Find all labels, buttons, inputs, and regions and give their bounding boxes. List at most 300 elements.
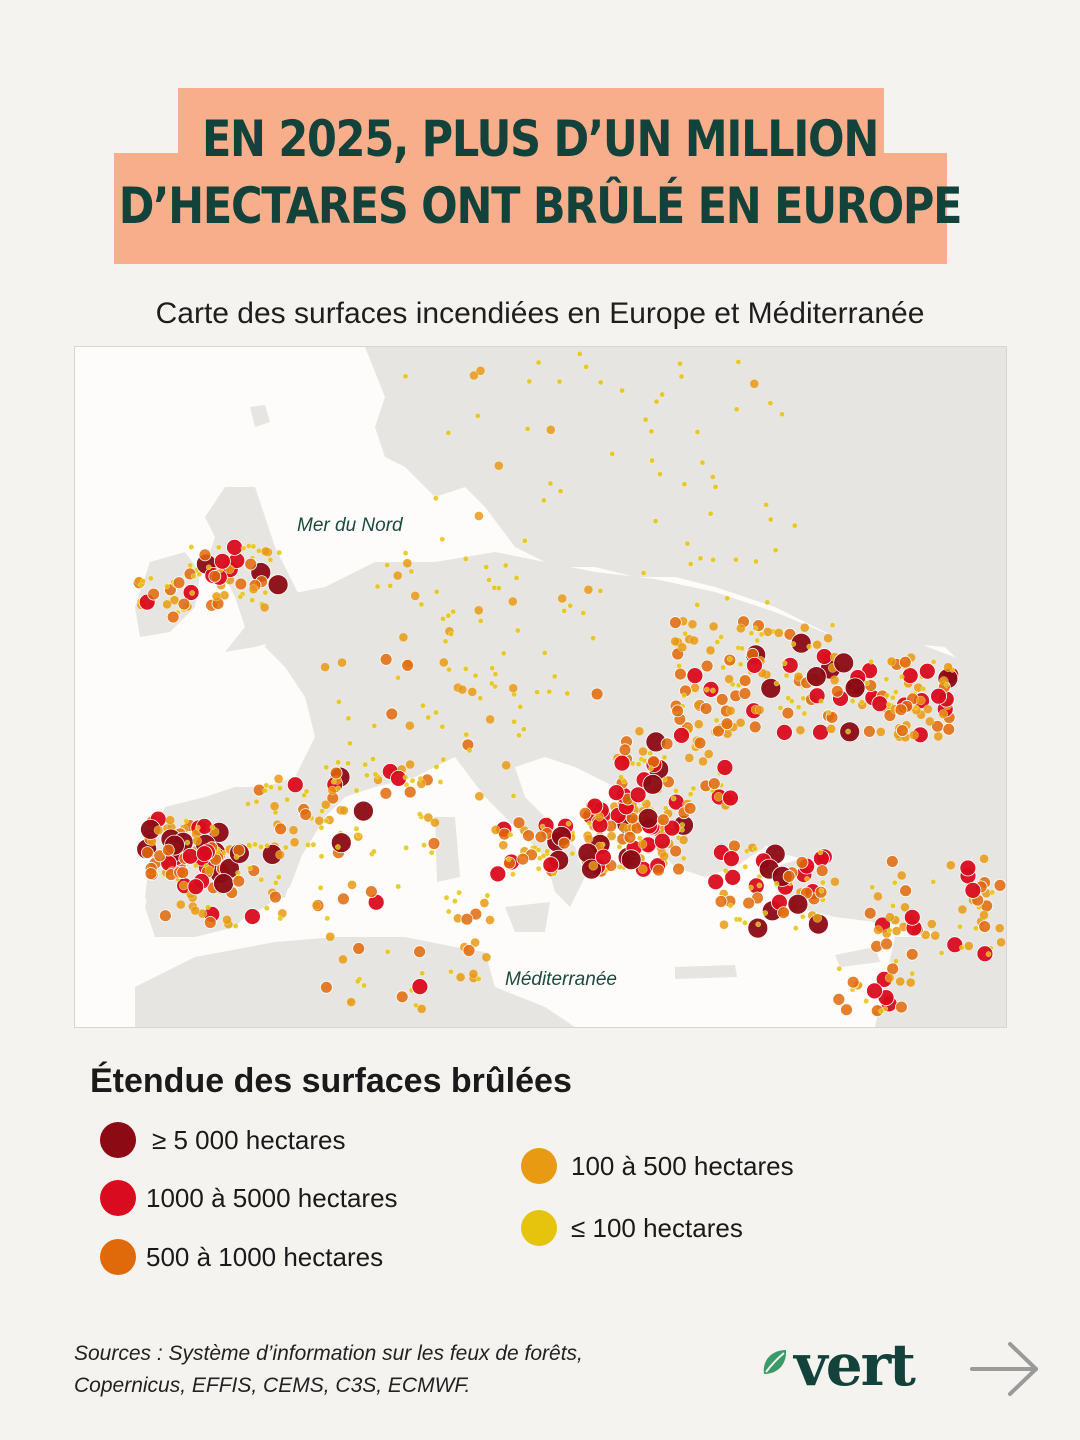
- fire-dot: [934, 732, 943, 741]
- fire-dot: [493, 672, 498, 677]
- fire-dot: [649, 429, 654, 434]
- fire-dot: [566, 821, 571, 826]
- fire-dot: [540, 824, 545, 829]
- fire-dot: [214, 553, 230, 569]
- fire-dot: [893, 959, 898, 964]
- fire-dot: [721, 718, 733, 730]
- fire-dot: [778, 705, 783, 710]
- fire-dot: [730, 682, 735, 687]
- fire-dot: [463, 556, 468, 561]
- fire-dot: [372, 723, 377, 728]
- fire-dot: [694, 737, 706, 749]
- fire-dot: [886, 702, 891, 707]
- fire-dot: [688, 792, 693, 797]
- fire-dot: [336, 699, 341, 704]
- fire-dot: [584, 585, 593, 594]
- map-canvas: [75, 347, 1006, 1027]
- fire-dot: [269, 891, 281, 903]
- fire-dot: [484, 564, 489, 569]
- fire-dot: [757, 883, 762, 888]
- fire-dot: [536, 866, 541, 871]
- fire-dot: [796, 726, 805, 735]
- fire-dot: [619, 823, 628, 832]
- fire-dot: [990, 890, 995, 895]
- fire-dot: [925, 717, 934, 726]
- fire-dot: [522, 538, 527, 543]
- fire-dot: [674, 668, 686, 680]
- fire-dot: [518, 704, 523, 709]
- fire-dot: [725, 596, 730, 601]
- fire-dot: [944, 682, 949, 687]
- fire-dot: [847, 976, 859, 988]
- fire-dot: [737, 917, 742, 922]
- fire-dot: [182, 848, 198, 864]
- fire-dot: [482, 953, 491, 962]
- fire-dot: [876, 727, 885, 736]
- fire-dot: [807, 644, 812, 649]
- fire-dot: [205, 905, 210, 910]
- vert-logo[interactable]: [760, 1330, 914, 1400]
- fire-dot: [637, 836, 642, 841]
- fire-dot: [884, 677, 889, 682]
- fire-dot: [489, 681, 494, 686]
- fire-dot: [179, 881, 188, 890]
- fire-dot: [404, 786, 416, 798]
- fire-dot: [335, 844, 340, 849]
- fire-dot: [931, 659, 936, 664]
- fire-dot: [404, 845, 409, 850]
- fire-dot: [331, 779, 336, 784]
- fire-dot: [681, 693, 686, 698]
- fire-dot: [885, 693, 890, 698]
- fire-dot: [245, 558, 257, 570]
- fire-dot: [906, 948, 918, 960]
- fire-dot: [541, 853, 546, 858]
- fire-dot: [330, 767, 342, 779]
- fire-dot: [964, 942, 973, 951]
- fire-dot: [672, 705, 684, 717]
- fire-dot: [431, 818, 440, 827]
- fire-dot: [859, 699, 864, 704]
- fire-dot: [346, 716, 351, 721]
- fire-dot: [304, 789, 309, 794]
- fire-dot: [375, 584, 380, 589]
- fire-dot: [913, 705, 918, 710]
- fire-dot: [305, 842, 310, 847]
- fire-dot: [212, 592, 221, 601]
- legend-item-5000-plus: [100, 1122, 346, 1158]
- fire-dot: [619, 744, 631, 756]
- fire-dot: [258, 844, 263, 849]
- fire-dot: [320, 981, 332, 993]
- fire-dot: [547, 689, 552, 694]
- fire-dot: [355, 979, 360, 984]
- fire-dot: [193, 836, 202, 845]
- fire-dot: [178, 598, 190, 610]
- fire-dot: [196, 846, 212, 862]
- land-crete: [675, 965, 737, 979]
- fire-dot: [869, 659, 874, 664]
- fire-dot: [816, 865, 828, 877]
- fire-dot: [402, 659, 414, 671]
- fire-dot: [464, 732, 469, 737]
- fire-dot: [486, 577, 491, 582]
- fire-dot: [331, 833, 351, 853]
- fire-dot: [403, 775, 408, 780]
- fire-dot: [958, 905, 967, 914]
- fire-dot: [788, 894, 808, 914]
- fire-dot: [617, 844, 622, 849]
- fire-dot: [980, 911, 989, 920]
- fire-dot: [263, 590, 268, 595]
- fire-dot: [589, 861, 598, 870]
- fire-dot: [679, 374, 684, 379]
- fire-dot: [363, 762, 368, 767]
- fire-dot: [364, 773, 369, 778]
- fire-dot: [418, 776, 423, 781]
- fire-dot: [354, 826, 359, 831]
- fire-dot: [278, 916, 283, 921]
- north-sea-label: Mer du Nord: [297, 515, 403, 536]
- fire-dot: [199, 549, 211, 561]
- fire-dot: [419, 602, 424, 607]
- fire-dot: [837, 966, 842, 971]
- fire-dot: [946, 861, 955, 870]
- fire-dot: [755, 706, 764, 715]
- fire-dot: [706, 646, 715, 655]
- sources-line-2: Copernicus, EFFIS, CEMS, C3S, ECMWF.: [74, 1374, 471, 1397]
- fire-dot: [456, 973, 465, 982]
- fire-dot: [252, 842, 257, 847]
- fire-dot: [764, 502, 769, 507]
- fire-dot: [622, 779, 627, 784]
- fire-dot: [324, 765, 329, 770]
- fire-dot: [673, 863, 685, 875]
- fire-dot: [478, 696, 483, 701]
- fire-dot: [738, 662, 743, 667]
- fire-dot: [191, 574, 196, 579]
- legend-dot-5000-plus: [100, 1122, 136, 1158]
- fire-dot: [641, 570, 646, 575]
- fire-dot: [558, 489, 563, 494]
- fire-dot: [159, 910, 171, 922]
- fire-dot: [204, 917, 216, 929]
- fire-dot: [188, 563, 193, 568]
- fire-dot: [654, 833, 670, 849]
- fire-dot: [545, 849, 550, 854]
- fire-dot: [657, 814, 669, 826]
- fire-dot: [173, 577, 185, 589]
- fire-dot: [581, 610, 586, 615]
- legend-label-500-1000: 500 à 1000 hectares: [146, 1241, 384, 1272]
- fire-dot: [782, 661, 787, 666]
- fire-dot: [458, 685, 467, 694]
- fire-dot: [677, 361, 682, 366]
- fire-dot: [409, 569, 414, 574]
- fire-dot: [552, 674, 557, 679]
- fire-dot: [892, 927, 901, 936]
- fire-dot: [673, 788, 678, 793]
- fire-dot: [980, 854, 989, 863]
- fire-dot: [145, 868, 157, 880]
- fire-dot: [782, 707, 794, 719]
- fire-dot: [393, 571, 402, 580]
- fire-dot: [557, 379, 562, 384]
- fire-dot: [354, 788, 359, 793]
- fire-dot: [826, 710, 831, 715]
- fire-dot: [457, 890, 462, 895]
- fire-dot: [661, 738, 673, 750]
- fire-dot: [502, 761, 511, 770]
- fire-dot: [620, 388, 625, 393]
- fire-dot: [831, 685, 843, 697]
- fire-dot: [800, 623, 809, 632]
- fire-dot: [881, 938, 893, 950]
- fire-dot: [514, 575, 519, 580]
- fire-dot: [300, 809, 312, 821]
- fire-dot: [346, 761, 351, 766]
- fire-dot: [268, 557, 273, 562]
- fire-dot: [268, 785, 273, 790]
- fire-dot: [618, 775, 623, 780]
- fire-dot: [660, 392, 665, 397]
- fire-dot: [734, 407, 739, 412]
- fire-dot: [210, 825, 215, 830]
- fire-dot: [598, 380, 603, 385]
- fire-dot: [283, 845, 288, 850]
- fire-dot: [660, 852, 669, 861]
- fire-dot: [715, 896, 727, 908]
- fire-dot: [406, 760, 415, 769]
- fire-dot: [410, 778, 415, 783]
- fire-dot: [264, 906, 269, 911]
- fire-dot: [763, 910, 768, 915]
- fire-dot: [290, 838, 299, 847]
- fire-dot: [890, 903, 895, 908]
- fire-dot: [446, 430, 451, 435]
- fire-dot: [233, 923, 238, 928]
- fire-dot: [184, 818, 189, 823]
- fire-dot: [356, 833, 361, 838]
- fire-dot: [439, 658, 448, 667]
- fire-dot: [671, 796, 676, 801]
- fire-dot: [805, 876, 810, 881]
- fire-dot: [141, 578, 146, 583]
- fire-dot: [677, 663, 682, 668]
- fire-dot: [685, 541, 690, 546]
- fire-dot: [525, 426, 530, 431]
- fire-dot: [535, 831, 547, 843]
- fire-dot: [979, 921, 991, 933]
- fire-dot: [694, 720, 703, 729]
- fire-dot: [820, 880, 825, 885]
- fire-dot: [704, 750, 713, 759]
- fire-dot: [403, 551, 408, 556]
- fire-dot: [899, 656, 911, 668]
- arrow-right-icon[interactable]: [968, 1338, 1044, 1400]
- fire-dot: [774, 681, 779, 686]
- fire-dot: [446, 613, 451, 618]
- fire-dot: [778, 907, 790, 919]
- fire-dot: [885, 973, 894, 982]
- fire-dot: [236, 870, 241, 875]
- fire-dot: [568, 603, 573, 608]
- fire-dot: [753, 846, 758, 851]
- fire-dot: [743, 897, 755, 909]
- fire-dot: [753, 626, 758, 631]
- fire-dot: [698, 556, 703, 561]
- fire-dot: [610, 451, 615, 456]
- fire-dot: [422, 843, 427, 848]
- fire-dot: [413, 1003, 418, 1008]
- fire-dot: [662, 777, 667, 782]
- fire-dot: [864, 907, 876, 919]
- fire-dot: [263, 788, 268, 793]
- fire-dot: [886, 856, 898, 868]
- fire-dot: [793, 926, 798, 931]
- fire-dot: [947, 937, 963, 953]
- legend-title: Étendue des surfaces brûlées: [90, 1062, 572, 1100]
- fire-dot: [176, 900, 185, 909]
- fire-dot: [523, 830, 535, 842]
- fire-dot: [736, 359, 741, 364]
- fire-dot: [783, 870, 795, 882]
- fire-dot: [386, 708, 398, 720]
- fire-dot: [748, 918, 768, 938]
- fire-dot: [264, 843, 269, 848]
- fire-dot: [776, 724, 792, 740]
- fire-dot: [227, 539, 243, 555]
- fire-dot: [264, 783, 269, 788]
- fire-dot: [446, 909, 451, 914]
- fire-dot: [287, 777, 303, 793]
- fire-dot: [277, 550, 282, 555]
- fire-dot: [874, 926, 883, 935]
- fire-dot: [801, 696, 806, 701]
- fire-dot: [824, 634, 833, 643]
- fire-dot: [448, 969, 453, 974]
- fire-dot: [499, 841, 508, 850]
- fire-dot: [819, 699, 824, 704]
- legend-item-100-500: [521, 1148, 794, 1184]
- fire-dot: [403, 559, 412, 568]
- fire-dot: [939, 710, 948, 719]
- fire-dot: [701, 660, 713, 672]
- fire-dot: [570, 851, 575, 856]
- fire-dot: [215, 850, 220, 855]
- fire-dot: [420, 703, 425, 708]
- fire-dot: [931, 688, 947, 704]
- fire-dot: [558, 594, 567, 603]
- fire-dot: [595, 849, 611, 865]
- fire-dot: [429, 850, 434, 855]
- fire-dot: [434, 764, 439, 769]
- legend-dot-under-100: [521, 1210, 557, 1246]
- fire-dot: [486, 916, 495, 925]
- fire-dot: [396, 991, 408, 1003]
- fire-dot: [234, 854, 239, 859]
- fire-dot: [890, 695, 895, 700]
- fire-dot: [714, 792, 723, 801]
- fire-dot: [768, 517, 773, 522]
- fire-dot: [994, 879, 1006, 891]
- legend-label-1000-5000: 1000 à 5000 hectares: [146, 1182, 398, 1213]
- fire-dot: [336, 786, 341, 791]
- fire-dot: [467, 748, 472, 753]
- fire-dot: [796, 856, 808, 868]
- legend-dot-1000-5000: [100, 1180, 136, 1216]
- fire-dot: [223, 915, 232, 924]
- fire-dot: [536, 847, 541, 852]
- fire-dot: [473, 673, 478, 678]
- fire-dot: [339, 806, 348, 815]
- fire-dot: [678, 643, 687, 652]
- fire-dot: [727, 656, 732, 661]
- fire-dot: [324, 818, 329, 823]
- fire-dot: [509, 684, 518, 693]
- fire-dot: [685, 753, 694, 762]
- fire-dot: [916, 696, 925, 705]
- fire-dot: [579, 807, 591, 819]
- fire-dot: [700, 703, 712, 715]
- fire-dot: [485, 893, 490, 898]
- fire-dot: [695, 602, 700, 607]
- fire-dot: [699, 757, 708, 766]
- fire-dot: [682, 482, 687, 487]
- fire-dot: [148, 576, 153, 581]
- fire-dot: [508, 832, 513, 837]
- fire-dot: [736, 624, 745, 633]
- fire-dot: [478, 618, 483, 623]
- fire-dot: [405, 721, 414, 730]
- fire-dot: [750, 379, 759, 388]
- legend-item-500-1000: [100, 1239, 383, 1275]
- fire-dot: [739, 675, 751, 687]
- fire-dot: [864, 998, 869, 1003]
- fire-dot: [289, 826, 298, 835]
- fire-dot: [584, 834, 593, 843]
- fire-dot: [818, 850, 823, 855]
- fire-dot: [468, 687, 477, 696]
- fire-dot: [796, 705, 801, 710]
- fire-dot: [440, 724, 445, 729]
- fire-dot: [726, 706, 735, 715]
- legend-label-under-100: ≤ 100 hectares: [571, 1212, 743, 1243]
- fire-dot: [800, 914, 805, 919]
- fire-dot: [388, 583, 393, 588]
- fire-dot: [475, 792, 484, 801]
- fire-dot: [446, 667, 451, 672]
- fire-dot: [716, 693, 728, 705]
- fire-dot: [749, 631, 754, 636]
- fire-dot: [527, 379, 532, 384]
- fire-dot: [624, 831, 636, 843]
- fire-dot: [690, 636, 699, 645]
- fire-dot: [717, 760, 733, 776]
- fire-dot: [412, 979, 428, 995]
- fire-dot: [399, 633, 408, 642]
- fire-dot: [704, 687, 709, 692]
- fire-dot: [195, 825, 200, 830]
- fire-dot: [339, 955, 348, 964]
- fire-dot: [276, 850, 285, 859]
- fire-dot: [728, 903, 733, 908]
- fire-dot: [370, 756, 375, 761]
- fire-dot: [275, 823, 287, 835]
- fire-dot: [440, 616, 445, 621]
- fire-dot: [756, 922, 761, 927]
- sources-line-1: Sources : Système d’information sur les feux de forêts,: [74, 1342, 583, 1365]
